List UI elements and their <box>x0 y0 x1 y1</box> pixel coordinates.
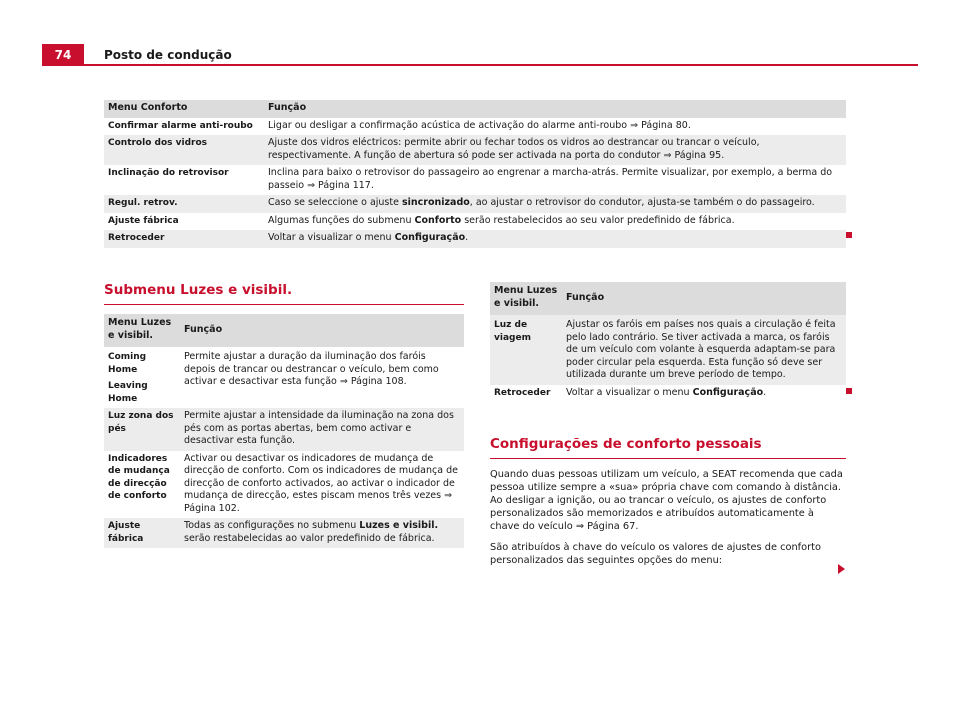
col-header-menu: Menu Conforto <box>104 100 264 118</box>
keyword: Configuração <box>394 232 466 243</box>
table-row <box>104 118 846 136</box>
header-rule <box>84 64 918 66</box>
table-row <box>490 385 846 403</box>
table-row <box>490 315 846 385</box>
row-key: Controlo dos vidros <box>104 135 264 165</box>
table-row <box>104 195 846 213</box>
personal-section <box>490 436 846 459</box>
keyword: sincronizado <box>401 197 470 208</box>
row-key: Confirmar alarme anti-roubo <box>104 118 264 136</box>
col-header-function: Função <box>264 100 846 118</box>
row-key: Retroceder <box>104 230 264 248</box>
row-text <box>264 230 846 248</box>
table-row <box>104 230 846 248</box>
text-part: Voltar a visualizar o menu <box>566 386 693 398</box>
text-part: , ao ajustar o retrovisor do condutor, ajusta-se também o do passageiro. <box>469 197 815 208</box>
lights-section <box>104 282 464 305</box>
row-key: Ajuste fábrica <box>104 518 180 548</box>
row-text <box>562 385 846 403</box>
col-header-function: Função <box>180 314 464 347</box>
table-row <box>104 165 846 195</box>
lights-table-continued <box>490 282 846 402</box>
table-row <box>104 408 464 451</box>
row-text: Inclina para baixo o retrovisor do passageiro ao engrenar a marcha-atrás. Permite visualizar, por exemplo, a berma do passeio ⇒ Página 117. <box>264 165 846 195</box>
row-key: Retroceder <box>490 385 562 403</box>
row-key-line: Coming Home <box>108 352 147 375</box>
table-row <box>104 518 464 548</box>
section-rule <box>104 304 464 305</box>
row-text: Permite ajustar a intensidade da iluminação na zona dos pés com as portas abertas, bem como activar e desactivar esta função. <box>180 408 464 451</box>
row-text: Ligar ou desligar a confirmação acústica de activação do alarme anti-roubo ⇒ Página 80. <box>264 118 846 136</box>
row-text <box>264 195 846 213</box>
lights-table <box>104 314 464 548</box>
personal-section-body <box>490 468 846 575</box>
row-key: Regul. retrov. <box>104 195 264 213</box>
row-key <box>104 347 180 408</box>
col-header-menu: Menu Luzes e visibil. <box>490 282 562 315</box>
row-key: Inclinação do retrovisor <box>104 165 264 195</box>
keyword: Luzes e visibil. <box>359 520 439 531</box>
table-row <box>104 347 464 408</box>
col-header-menu: Menu Luzes e visibil. <box>104 314 180 347</box>
text-part: Caso se seleccione o ajuste <box>268 197 402 208</box>
col-header-function: Função <box>562 282 846 315</box>
row-key: Ajuste fábrica <box>104 213 264 231</box>
lights-section-title: Submenu Luzes e visibil. <box>104 282 293 298</box>
row-text <box>264 213 846 231</box>
lights-table-wrap <box>104 314 464 548</box>
row-text <box>180 518 464 548</box>
table-row <box>104 451 464 519</box>
page-number: 74 <box>42 44 84 66</box>
row-key: Luz de viagem <box>490 315 562 385</box>
keyword: Conforto <box>414 214 462 226</box>
text-part: . <box>465 232 469 243</box>
text-part: serão restabelecidos ao seu valor predefinido de fábrica. <box>461 214 735 226</box>
paragraph: São atribuídos à chave do veículo os valores de ajustes de conforto personalizados das seguintes opções do menu: <box>490 542 821 566</box>
end-of-section-marker <box>846 388 852 394</box>
table-header-row <box>490 282 846 315</box>
lights-table2-wrap <box>490 282 846 402</box>
keyword: Configuração <box>692 386 764 398</box>
comfort-table <box>104 100 846 248</box>
end-of-section-marker <box>846 232 852 238</box>
table-header-row <box>104 314 464 347</box>
row-text: Permite ajustar a duração da iluminação dos faróis depois de trancar ou destrancar o veículo, bem como activar e desactivar esta função ⇒ Página 108. <box>180 347 464 408</box>
row-key-line: Leaving Home <box>108 381 148 404</box>
paragraph: Quando duas pessoas utilizam um veículo, a SEAT recomenda que cada pessoa utilize sempre a «sua» própria chave com comando à distância. Ao desligar a ignição, ou ao trancar o veículo, os ajustes de conforto personalizados são memorizados e atribuídos automaticamente à chave do veículo ⇒ Página 67. <box>490 469 843 532</box>
row-text: Activar ou desactivar os indicadores de mudança de direcção de conforto. Com os indicadores de mudança de direcção de conforto activados, ao activar o indicador de mudança de direcção, estes piscam menos três vezes ⇒ Página 102. <box>180 451 464 519</box>
section-rule <box>490 458 846 459</box>
text-part: Todas as configurações no submenu <box>184 520 360 531</box>
continue-arrow-icon <box>838 564 845 574</box>
section-title: Posto de condução <box>104 48 232 62</box>
row-text: Ajustar os faróis em países nos quais a circulação é feita pelo lado contrário. Se tiver activada a marca, os faróis de um veículo com volante à esquerda adaptam-se para poder circular pela esquerda. Esta função só deve ser utilizada durante um breve período de tempo. <box>562 315 846 385</box>
table-row <box>104 213 846 231</box>
table-row <box>104 135 846 165</box>
personal-section-title: Configurações de conforto pessoais <box>490 436 762 452</box>
row-key: Luz zona dos pés <box>104 408 180 451</box>
row-key: Indicadores de mudança de direcção de conforto <box>104 451 180 519</box>
text-part: . <box>763 386 767 398</box>
text-part: Algumas funções do submenu <box>268 214 415 226</box>
row-text: Ajuste dos vidros eléctricos: permite abrir ou fechar todos os vidros ao destrancar ou trancar o veículo, respectivamente. A função de abertura só pode ser activada na porta do condutor ⇒ Página 95. <box>264 135 846 165</box>
comfort-table-wrap <box>104 100 846 248</box>
text-part: Voltar a visualizar o menu <box>268 232 395 243</box>
table-header-row <box>104 100 846 118</box>
text-part: serão restabelecidas ao valor predefinido de fábrica. <box>184 532 435 544</box>
